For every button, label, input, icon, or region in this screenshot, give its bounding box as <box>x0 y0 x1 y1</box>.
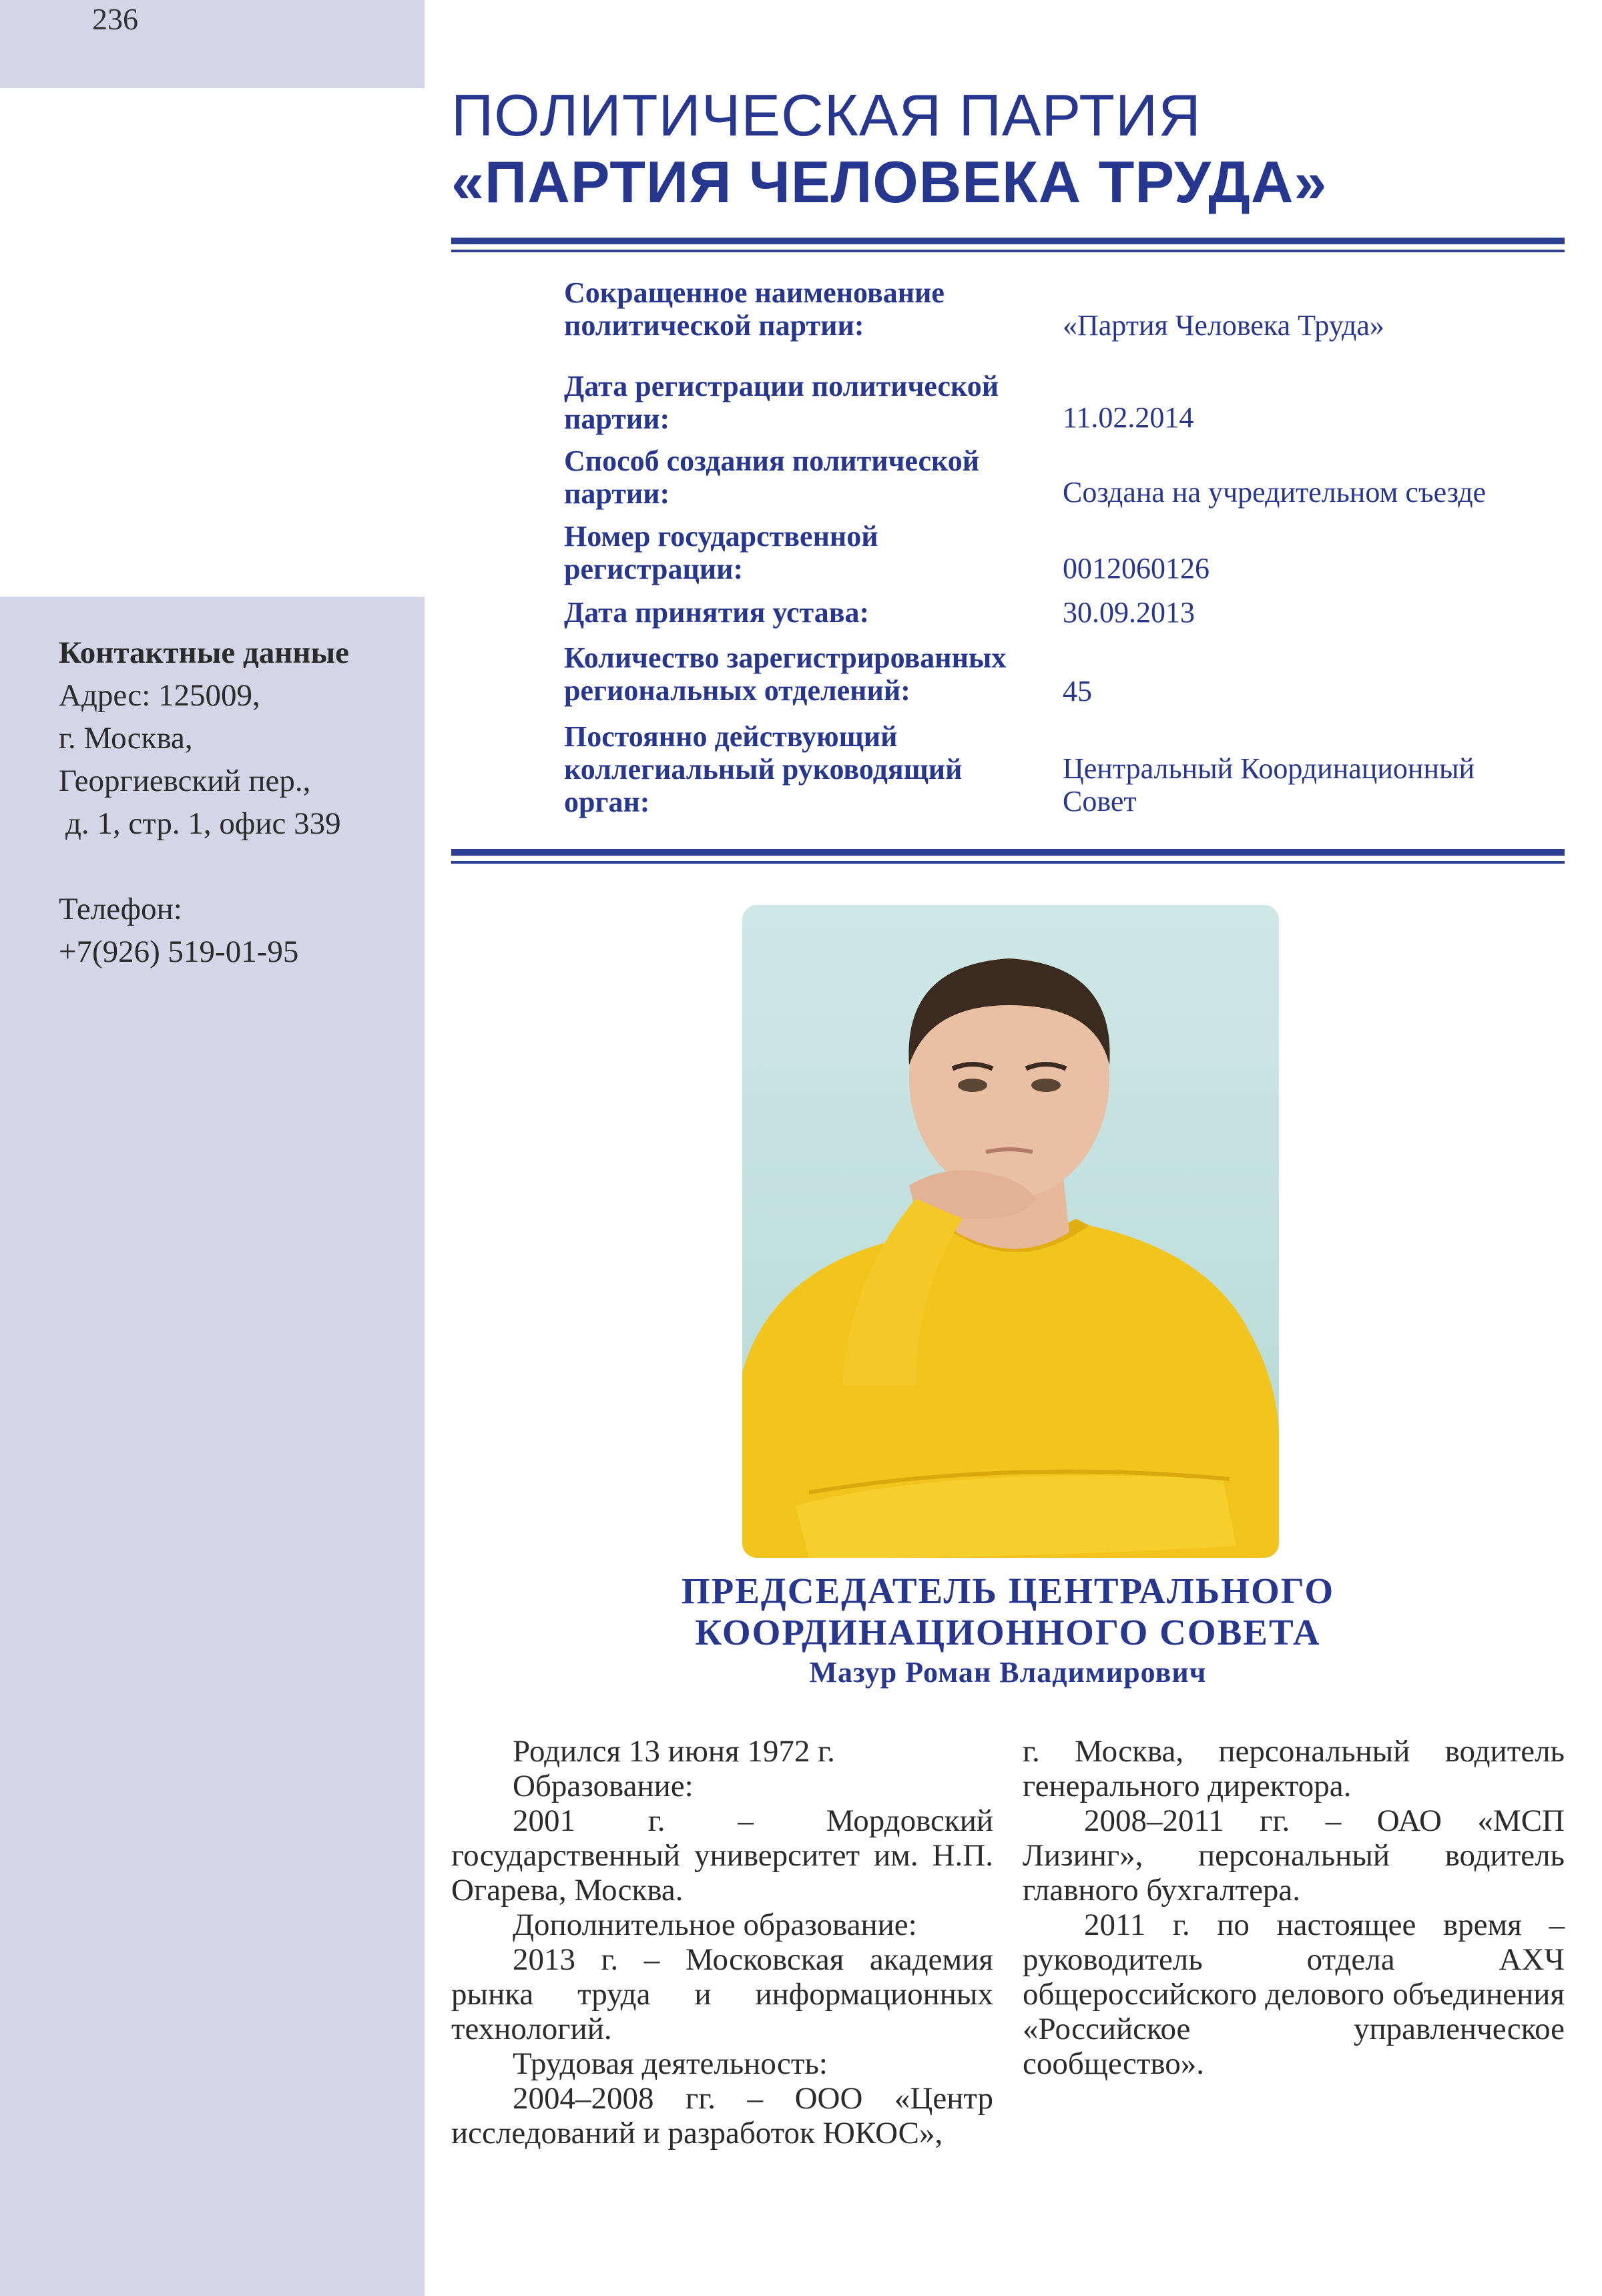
bio-paragraph: 2011 г. по настоящее время – руководитель отдела АХЧ общероссийского делового объединения «Российское управленческое сообщество». <box>1023 1908 1565 2081</box>
bio-paragraph: Дополнительное образование: <box>513 1908 917 1942</box>
page-title-line2: «ПАРТИЯ ЧЕЛОВЕКА ТРУДА» <box>451 149 1328 215</box>
person-position-line1: ПРЕДСЕДАТЕЛЬ ЦЕНТРАЛЬНОГО <box>681 1570 1335 1611</box>
short-name-value: «Партия Человека Труда» <box>1063 309 1384 342</box>
governing-body-label: Постоянно действующий коллегиальный руководящий орган: <box>564 720 963 818</box>
bio-paragraph: Трудовая деятельность: <box>513 2046 828 2081</box>
page-number: 236 <box>92 2 138 36</box>
bio-paragraph: 2001 г. – Мордовский государственный университет им. Н.П. Огарева, Москва. <box>451 1803 993 1908</box>
phone-label: Телефон: <box>59 892 182 926</box>
bio-column-right <box>1023 1734 1565 2081</box>
branches-count-label: Количество зарегистрированных региональных отделений: <box>564 641 1007 707</box>
bio-paragraph: 2008–2011 гг. – ОАО «МСП Лизинг», персональный водитель главного бухгалтера. <box>1023 1803 1565 1908</box>
page-title-line1: ПОЛИТИЧЕСКАЯ ПАРТИЯ <box>451 82 1202 148</box>
person-position-line2: КООРДИНАЦИОННОГО СОВЕТА <box>695 1612 1321 1653</box>
governing-body-value: Центральный Координационный Совет <box>1063 752 1475 818</box>
charter-date-value: 30.09.2013 <box>1063 596 1195 629</box>
creation-method-label: Способ создания политической партии: <box>564 445 980 510</box>
header-rule-thick <box>451 238 1565 244</box>
reg-date-value: 11.02.2014 <box>1063 401 1194 434</box>
bio-paragraph: 2013 г. – Московская академия рынка труда и информационных технологий. <box>451 1942 993 2046</box>
header-rule-thin <box>451 250 1565 252</box>
branches-count-value: 45 <box>1063 675 1092 707</box>
sidebar-top-band <box>0 0 425 88</box>
portrait-photo <box>742 905 1279 1558</box>
bio-paragraph: Родился 13 июня 1972 г. <box>513 1734 835 1769</box>
reg-number-label: Номер государственной регистрации: <box>564 520 878 585</box>
contacts-heading: Контактные данные <box>59 635 350 670</box>
address-line: д. 1, стр. 1, офис 339 <box>65 806 341 841</box>
contacts-block <box>59 631 349 973</box>
reg-date-label: Дата регистрации политической партии: <box>564 370 999 435</box>
person-name: Мазур Роман Владимирович <box>809 1656 1207 1689</box>
reg-number-value: 0012060126 <box>1063 552 1210 585</box>
short-name-label: Сокращенное наименование политической партии: <box>564 276 945 342</box>
address-line: Георгиевский пер., <box>59 764 311 798</box>
bio-paragraph: Образование: <box>513 1769 694 1803</box>
charter-date-label: Дата принятия устава: <box>564 596 870 629</box>
bio-column-left <box>451 1734 993 2150</box>
info-rule-thick <box>451 849 1565 856</box>
phone-number: +7(926) 519-01-95 <box>59 934 299 969</box>
address-line: г. Москва, <box>59 721 193 756</box>
bio-paragraph: 2004–2008 гг. – ООО «Центр исследований и разработок ЮКОС», <box>451 2081 993 2150</box>
info-rule-thin <box>451 861 1565 864</box>
bio-paragraph: г. Москва, персональный водитель генерального директора. <box>1023 1734 1565 1803</box>
creation-method-value: Создана на учредительном съезде <box>1063 476 1487 509</box>
address-line: Адрес: 125009, <box>59 678 260 713</box>
